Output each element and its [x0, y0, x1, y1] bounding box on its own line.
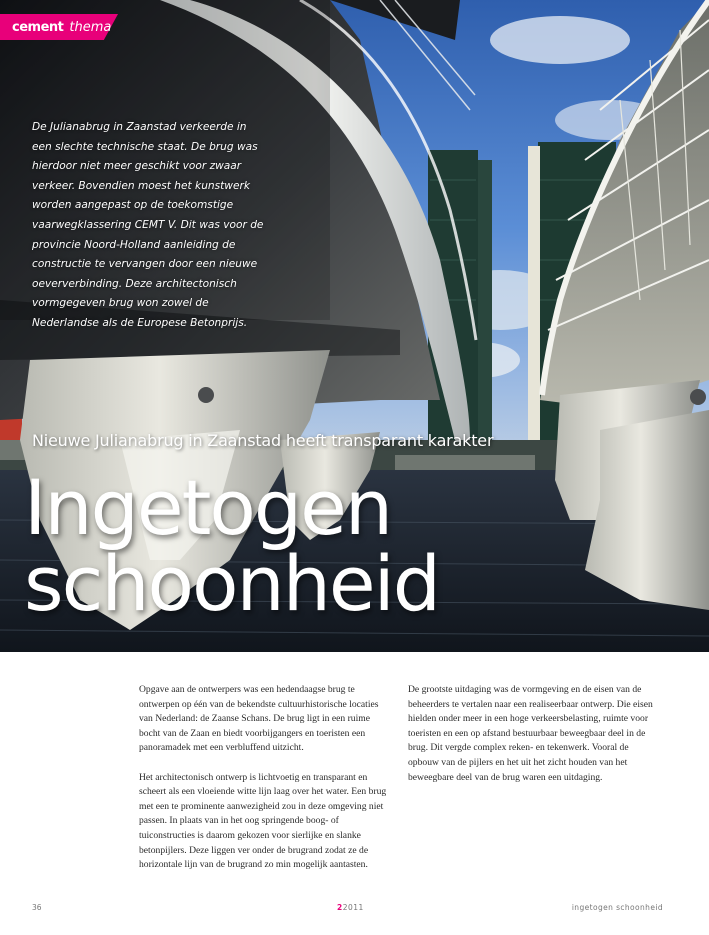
issue-year: 2011: [342, 903, 364, 912]
article-title-line-1: Ingetogen: [24, 463, 392, 552]
running-title: ingetogen schoonheid: [571, 903, 663, 912]
body-column-right: [408, 683, 658, 800]
masthead-logo: cement: [12, 19, 64, 35]
article-title-line-2: schoonheid: [24, 539, 439, 628]
issue-number: 2: [337, 903, 343, 912]
body-column-left: [139, 683, 389, 887]
page-number: 36: [32, 903, 42, 912]
article-title: [24, 463, 439, 628]
intro-text: De Julianabrug in Zaanstad verkeerde in een slechte technische staat. De brug was hierdoor niet meer geschikt voor zwaar verkeer. Bovendien moest het kunstwerk worden aangepast op de toekomstige vaarwegklassering CEMT V. Dit was voor de provincie Noord-Holland aanleiding de constructie te vervangen door een nieuwe oeververbinding. Deze architectonisch vormgegeven brug won zowel de Nederlandse als de Europese Betonprijs.: [32, 121, 264, 329]
masthead: [0, 14, 111, 40]
body-paragraph: De grootste uitdaging was de vormgeving en de eisen van de beheerders te vertalen naar een realiseerbaar ontwerp. Die eisen hielden onder meer in een hoge verkeersbelasting, ruimte voor toeristen en een op afstand bestuurbaar beweegbaar deel in de brug. Dit vergde complex reken- en tekenwerk. Vooral de opbouw van de pijlers en het uit het zicht houden van het beweegbare deel van de brug waren een uitdaging.: [408, 684, 653, 783]
issue-label: [337, 903, 364, 912]
masthead-section: thema: [69, 19, 112, 35]
body-paragraph: Het architectonisch ontwerp is lichtvoetig en transparant en scheert als een vloeiende witte lijn laag over het water. Een brug met een te prominente aanwezigheid zou in deze omgeving niet passen. In plaats van in het oog springende boog- of tuiconstructies is daarom gekozen voor sierlijke en slanke betonpijlers. Deze liggen ver onder de brugrand zodat ze de horizontale lijn van de brugrand zo min mogelijk aantasten.: [139, 771, 387, 871]
page-footer: [0, 903, 709, 917]
article-subtitle: Nieuwe Julianabrug in Zaanstad heeft transparant karakter: [32, 431, 494, 450]
body-paragraph: Opgave aan de ontwerpers was een hedendaagse brug te ontwerpen op één van de bekendste cultuurhistorische locaties van Nederland: de Zaanse Schans. De brug ligt in een ruime bocht van de Zaan en biedt voorbijgangers en toeristen een panoramadek met een verbluffend uitzicht.: [139, 684, 379, 754]
